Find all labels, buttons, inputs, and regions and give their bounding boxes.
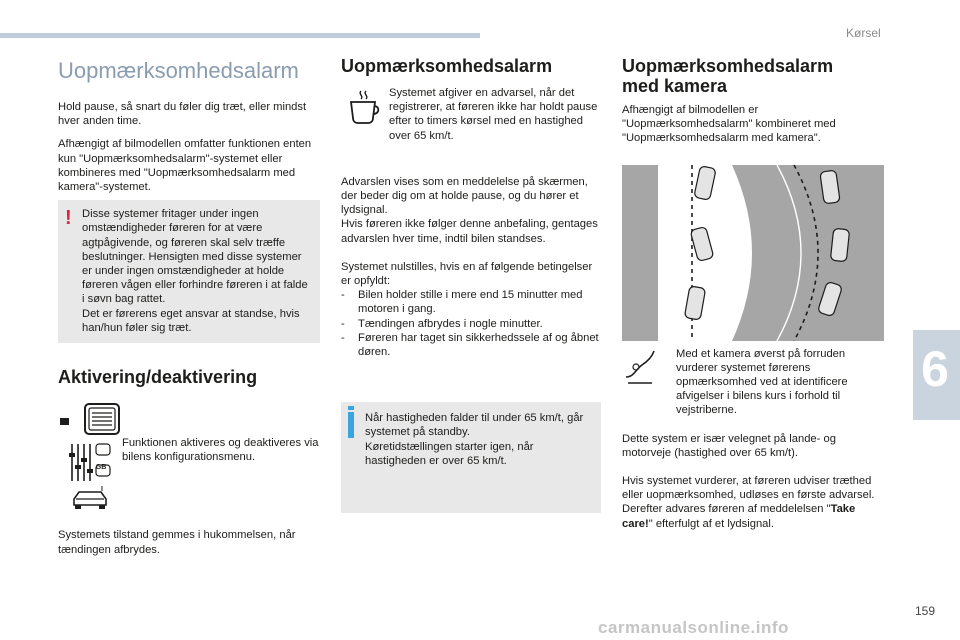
memory-text: Systemets tilstand gemmes i hukommelsen, når tændingen afbrydes. — [58, 529, 296, 556]
header-bar — [0, 33, 480, 38]
paragraph: Dette system er især velegnet på lande- og motorveje (hastighed over 65 km/t). — [622, 432, 836, 459]
car-icon — [58, 489, 122, 515]
section-heading: Uopmærksomhedsalarm — [341, 56, 553, 76]
activation-text: Funktionen aktiveres og deaktiveres via bilens konfigurationsmenu. — [122, 437, 319, 464]
info-icon — [348, 412, 354, 438]
camera-block — [622, 347, 884, 418]
column-1 — [58, 56, 320, 557]
settings-sliders-icon — [58, 441, 122, 483]
paragraph: Advarslen vises som en meddelelse på skærmen, der beder dig om at holde pause, og du hører et lydsignal. — [341, 175, 588, 217]
chapter-number: 6 — [921, 341, 949, 397]
section-heading: med kamera — [622, 76, 728, 96]
paragraph: Systemet nulstilles, hvis en af følgende betingelser er opfyldt: — [341, 260, 593, 288]
warning-icon: ! — [65, 207, 72, 230]
paragraph: Hvis føreren ikke følger denne anbefaling, gentages advarslen hver time, indtil bilen standses. — [341, 218, 598, 245]
lane-departure-illustration — [622, 165, 884, 341]
list-item: - Tændingen afbrydes i nogle minutter. — [341, 317, 543, 330]
warning-box — [58, 200, 320, 343]
section-heading: Uopmærksomhedsalarm — [622, 56, 834, 76]
paragraph: Afhængigt af bilmodellen omfatter funktionen enten kun "Uopmærksomhedsalarm"-systemet eller kombineres med "Uopmærksomhedsalarm med kamera"-systemet. — [58, 138, 312, 194]
gb-badge: GB — [95, 464, 107, 471]
warning-text: Det er førerens eget ansvar at standse, hvis han/hun føler sig træt. — [82, 307, 300, 334]
touchscreen-menu-icon — [58, 403, 122, 437]
column-2 — [341, 56, 601, 513]
page-title: Uopmærksomhedsalarm — [58, 58, 299, 83]
list-item: - Bilen holder stille i mere end 15 minutter med motoren i gang. — [341, 289, 583, 316]
list-item: - Føreren har taget sin sikkerhedssele af og åbnet døren. — [341, 331, 599, 359]
info-box — [341, 402, 601, 513]
chapter-tab — [913, 330, 960, 420]
paragraph: Afhængigt af bilmodellen er "Uopmærksomhedsalarm" kombineret med "Uopmærksomhedsalarm med kamera". — [622, 104, 836, 145]
section-label: Kørsel — [846, 26, 881, 40]
take-care-message: Take care! — [622, 503, 856, 530]
watermark: carmanualsonline.info — [598, 618, 789, 637]
info-text: Når hastigheden falder til under 65 km/t, går systemet på standby. — [365, 412, 584, 439]
paragraph: Hvis systemet vurderer, at føreren udviser træthed eller uopmærksomhed, udløses en første advarsel. — [622, 475, 875, 502]
i-badge: I — [101, 486, 103, 493]
intro-block — [341, 86, 601, 143]
icon-group — [58, 403, 122, 487]
paragraph: Derefter advares føreren af meddelelsen "Take care!" efterfulgt af et lydsignal. — [622, 503, 856, 530]
section-heading: Aktivering/deaktivering — [58, 367, 258, 388]
intro-text: Systemet afgiver en advarsel, når det registrerer, at føreren ikke har holdt pause efter to timers kørsel med en hastighed over 65 km/t. — [389, 87, 598, 142]
lane-camera-icon — [622, 347, 676, 387]
coffee-cup-icon — [343, 88, 383, 128]
activation-text-wrap — [122, 403, 320, 464]
paragraph: Hold pause, så snart du føler dig træt, eller mindst hver anden time. — [58, 101, 307, 128]
info-text: Køretidstællingen starter igen, når hastigheden er over 65 km/t. — [365, 440, 534, 467]
camera-text: Med et kamera øverst på forruden vurderer systemet førerens opmærksomhed ved at identificere afvigelser i bilens kurs i forhold til vejstriberne. — [676, 347, 848, 417]
page-number: 159 — [915, 604, 936, 618]
warning-text: Disse systemer fritager under ingen omstændigheder føreren for at være agtpågivende, og føreren skal selv træffe beslutninger. Hensigten med disse systemer er under ingen omstændigheder at holde føreren vågen eller forhindre føreren i at falde i søvn bag rattet. — [82, 208, 308, 306]
column-3 — [622, 56, 884, 531]
